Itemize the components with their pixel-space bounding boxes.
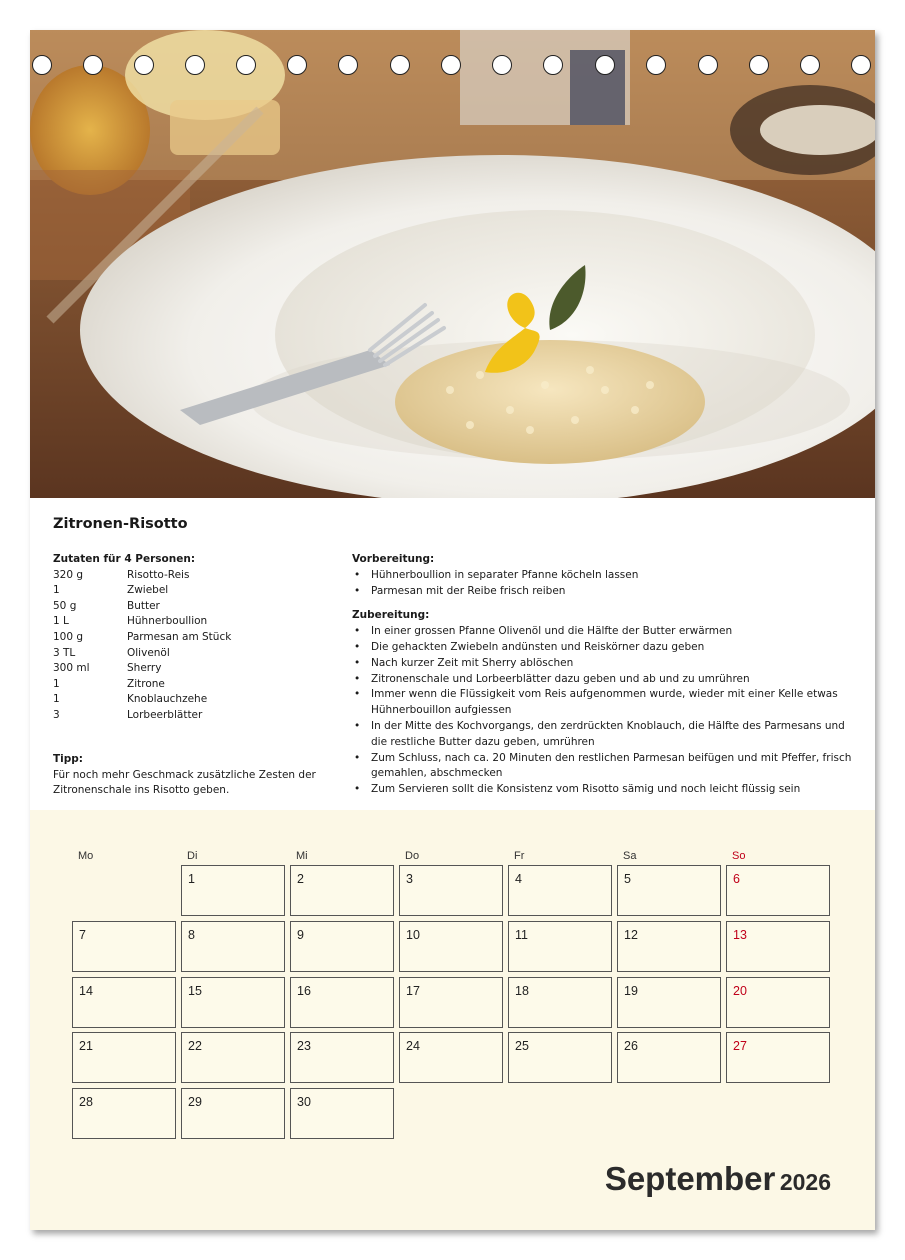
method-step: • Zum Servieren sollt die Konsistenz vom Risotto sämig und noch leicht flüssig sein [352,782,852,798]
day-number: 6 [733,872,740,886]
day-cell [181,921,285,972]
ingredient-row [53,630,323,646]
day-number: 7 [79,928,86,942]
day-number: 4 [515,872,522,886]
ingredient-amount: 320 g [53,568,84,581]
prep-step: • Parmesan mit der Reibe frisch reiben [352,584,852,600]
day-number: 9 [297,928,304,942]
binding-hole [441,55,461,75]
binding-hole [390,55,410,75]
ingredient-item: Sherry [127,662,162,675]
ingredient-row [53,677,323,693]
day-cell [617,921,721,972]
ingredient-item: Hühnerboullion [127,615,208,628]
binding-hole [287,55,307,75]
prep-heading: Vorbereitung: [352,553,435,565]
day-cell [290,921,394,972]
day-cell [399,1032,503,1083]
day-cell [290,1032,394,1083]
method-step: • Immer wenn die Flüssigkeit vom Reis aufgenommen wurde, wieder mit einer Kelle etwas Hühnerbouillon aufgiessen [352,687,852,719]
calendar-page [30,30,875,1230]
day-number: 3 [406,872,413,886]
ingredient-amount: 3 [53,708,60,721]
day-number: 15 [188,984,202,998]
risotto-photo-image [30,30,875,498]
binding-hole [698,55,718,75]
day-cell [508,921,612,972]
day-number: 8 [188,928,195,942]
day-number: 23 [297,1039,311,1053]
weekday-label: Fr [514,850,525,862]
binding-hole [83,55,103,75]
tip-heading: Tipp: [53,753,83,765]
ingredient-amount: 3 TL [53,646,76,659]
day-cell [399,977,503,1028]
day-number: 12 [624,928,638,942]
day-cell [181,1032,285,1083]
month-name: September [604,1160,776,1197]
binding-hole [851,55,871,75]
day-cell-sunday [726,977,830,1028]
day-cell [181,865,285,916]
weekday-label: Mo [78,850,94,862]
day-number: 28 [79,1095,93,1109]
year: 2026 [779,1169,831,1195]
binding-hole [749,55,769,75]
ingredient-item: Olivenöl [127,646,170,659]
method-step: • Nach kurzer Zeit mit Sherry ablöschen [352,656,852,672]
ingredient-row [53,614,323,630]
day-cell-sunday [726,921,830,972]
day-number: 18 [515,984,529,998]
ingredient-item: Knoblauchzehe [127,693,208,706]
binding-hole [492,55,512,75]
day-cell [617,1032,721,1083]
ingredient-amount: 300 ml [53,662,90,675]
ingredient-item: Zwiebel [127,584,169,597]
ingredient-row [53,661,323,677]
risotto-photo [30,30,875,498]
weekday-label-sunday: So [732,850,746,862]
day-number: 24 [406,1039,420,1053]
calendar-grid [30,810,875,1230]
weekday-label: Mi [296,850,308,862]
binding-hole [543,55,563,75]
prep-step: • Hühnerboullion in separater Pfanne köcheln lassen [352,568,852,584]
binding-hole [236,55,256,75]
ingredient-item: Zitrone [127,677,165,690]
day-cell [508,1032,612,1083]
ingredient-item: Parmesan am Stück [127,630,232,643]
prep-list [352,568,852,600]
ingredient-row [53,568,323,584]
recipe-section [30,498,875,810]
method-step: • Zum Schluss, nach ca. 20 Minuten den restlichen Parmesan beifügen und mit Pfeffer, frisch gemahlen, abschmecken [352,751,852,783]
day-number: 13 [733,928,747,942]
day-number: 22 [188,1039,202,1053]
ingredient-amount: 50 g [53,599,77,612]
method-step: • In der Mitte des Kochvorgangs, den zerdrückten Knoblauch, die Hälfte des Parmesans und die restliche Butter dazu geben, umrühren [352,719,852,751]
day-number: 2 [297,872,304,886]
day-cell [290,865,394,916]
ingredients-heading: Zutaten für 4 Personen: [53,553,196,565]
ingredient-row [53,646,323,662]
day-cell [72,921,176,972]
binding-hole [800,55,820,75]
ingredient-amount: 1 [53,584,60,597]
ingredient-amount: 1 [53,677,60,690]
day-cell [399,865,503,916]
day-number: 1 [188,872,195,886]
method-step: • Die gehackten Zwiebeln andünsten und Reiskörner dazu geben [352,640,852,656]
ingredient-row [53,583,323,599]
day-number: 30 [297,1095,311,1109]
ingredient-item: Risotto-Reis [127,568,190,581]
day-cell [617,865,721,916]
binding-hole [32,55,52,75]
day-cell [508,977,612,1028]
method-heading: Zubereitung: [352,609,430,622]
ingredient-amount: 1 L [53,615,69,628]
weekday-label: Di [187,850,198,862]
spiral-binding-holes [30,55,875,81]
day-cell [72,1032,176,1083]
recipe-title: Zitronen-Risotto [53,516,188,532]
day-number: 5 [624,872,631,886]
weekday-label: Sa [623,850,637,862]
day-number: 11 [515,928,528,942]
ingredient-amount: 1 [53,693,60,706]
day-number: 19 [624,984,638,998]
day-cell [617,977,721,1028]
ingredients-list [53,552,323,724]
day-number: 29 [188,1095,202,1109]
day-cell [290,977,394,1028]
day-number: 21 [79,1039,93,1053]
day-cell [181,1088,285,1139]
day-cell [72,977,176,1028]
ingredient-row [53,692,323,708]
day-cell-sunday [726,865,830,916]
binding-hole [595,55,615,75]
binding-hole [185,55,205,75]
month-year-title [605,1160,831,1198]
binding-hole [646,55,666,75]
day-number: 16 [297,984,311,998]
day-number: 14 [79,984,93,998]
day-number: 26 [624,1039,638,1053]
method-step: • In einer grossen Pfanne Olivenöl und die Hälfte der Butter erwärmen [352,624,852,640]
ingredient-item: Butter [127,599,160,612]
tip-box [53,752,333,799]
day-cell [508,865,612,916]
instructions [352,552,852,798]
day-cell [399,921,503,972]
method-step: • Zitronenschale und Lorbeerblätter dazu geben und ab und zu umrühren [352,672,852,688]
binding-hole [338,55,358,75]
day-number: 10 [406,928,420,942]
day-cell [290,1088,394,1139]
ingredient-row [53,599,323,615]
day-number: 17 [406,984,420,998]
day-cell [72,1088,176,1139]
ingredient-item: Lorbeerblätter [127,708,203,721]
day-number: 27 [733,1039,747,1053]
binding-hole [134,55,154,75]
ingredient-row [53,708,323,724]
day-number: 25 [515,1039,529,1053]
day-cell-sunday [726,1032,830,1083]
tip-text: Für noch mehr Geschmack zusätzliche Zesten der Zitronenschale ins Risotto geben. [53,768,316,797]
method-list [352,624,852,798]
day-number: 20 [733,984,747,998]
weekday-label: Do [405,850,420,862]
ingredient-amount: 100 g [53,630,84,643]
day-cell [181,977,285,1028]
